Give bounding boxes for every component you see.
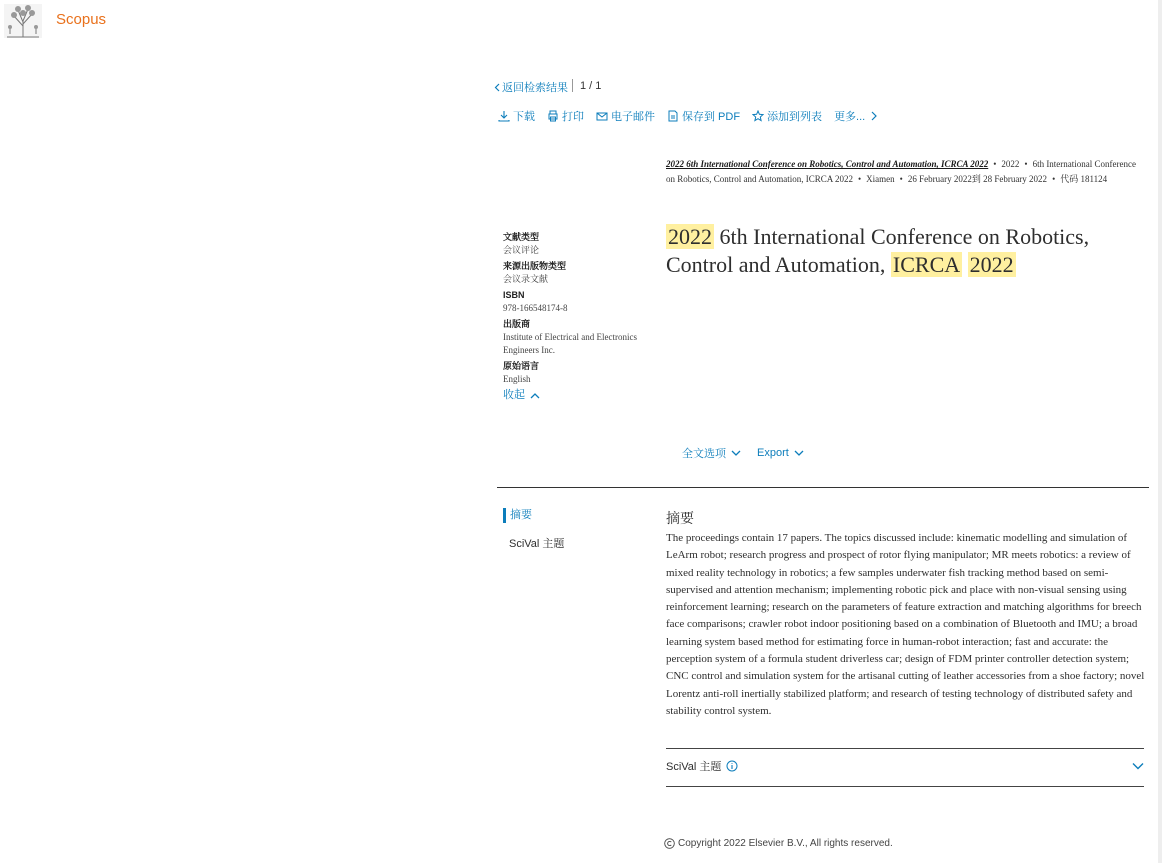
chevron-down-icon [1132, 762, 1144, 770]
source-code: 181124 [1080, 174, 1108, 184]
chevron-down-icon [731, 450, 741, 457]
elsevier-tree-icon [4, 4, 42, 38]
print-button[interactable] [547, 108, 584, 124]
scival-label: SciVal 主题 [666, 761, 722, 773]
title-highlight-year: 2022 [668, 224, 712, 249]
document-actions [682, 445, 804, 461]
fulltext-options-dropdown[interactable] [682, 445, 741, 461]
section-nav-abstract[interactable]: 摘要 [503, 508, 564, 523]
source-year: 2022 [1001, 159, 1020, 169]
email-label: 电子邮件 [611, 111, 655, 123]
more-button[interactable] [834, 108, 880, 124]
scival-top-rule [666, 748, 1144, 749]
doc-type-value: 会议评论 [503, 245, 540, 255]
add-to-list-button[interactable] [752, 108, 822, 124]
save-pdf-button[interactable] [667, 108, 740, 124]
fulltext-label: 全文选项 [682, 448, 726, 460]
doc-type-label: 文献类型 [503, 232, 540, 242]
scival-bottom-rule [666, 786, 1144, 787]
chevron-left-icon [494, 83, 500, 92]
envelope-icon [596, 110, 608, 122]
printer-icon [547, 110, 559, 122]
scrollbar[interactable] [1158, 0, 1162, 863]
download-button[interactable] [498, 108, 535, 124]
source-title-link[interactable]: 2022 6th International Conference on Robotics, Control and Automation, ICRCA 2022 [666, 159, 989, 169]
language-label: 原始语言 [503, 361, 540, 371]
scival-header [666, 758, 738, 774]
back-to-results-link[interactable] [494, 79, 568, 95]
title-highlight-year-2: 2022 [969, 252, 1014, 277]
print-label: 打印 [562, 111, 584, 123]
download-label: 下载 [513, 111, 535, 123]
abstract-text: The proceedings contain 17 papers. The topics discussed include: kinematic modelling and simulation of LeArm robot; research progress and prospect of rotor flying manipulator; MR meets robotics: a review of mixed reality technology in robotics; a few samples underwater fish tracking method based on semi-supervised and attention mechanism; implementing robotic pick and place with non-visual sensing using reinforcement learning; research on the parameters of feature extraction and matching algorithms for breech face comparisons; crawler robot indoor positioning based on a combination of Bluetooth and IMU; a broad learning system based method for estimating force in human-robot interaction; fast and accurate: the perception system of a formula student driverless car; design of FDM printer controller detection system; CNC control and simulation system for the artisanal cutting of leather accessories from a shoe factory; novel Lorentz anti-roll inertially stabilized platform; and research of testing technology of distributed safety and stability control system. [666, 532, 1145, 717]
document-metadata [503, 228, 653, 402]
section-nav-scival[interactable]: SciVal 主题 [509, 538, 565, 550]
isbn-label: ISBN [503, 290, 525, 300]
copyright-notice [664, 838, 893, 849]
title-text: 6th International Conference on Robotics, Control and Automation, [666, 224, 1090, 277]
back-label: 返回检索结果 [502, 82, 568, 94]
language-value: English [503, 374, 531, 384]
abstract-heading: 摘要 [666, 510, 694, 526]
star-icon [752, 110, 764, 122]
source-dates: 26 February 2022到 28 February 2022 [907, 174, 1048, 184]
collapse-toggle[interactable] [503, 389, 653, 402]
chevron-right-icon [868, 110, 880, 122]
download-icon [498, 110, 510, 122]
chevron-up-icon [530, 392, 540, 399]
add-list-label: 添加到列表 [767, 111, 823, 123]
document-title [666, 223, 1146, 279]
isbn-value: 978-166548174-8 [503, 303, 568, 313]
source-conference: 6th International Conference on Robotics, Control and Automation, ICRCA 2022 [666, 159, 1137, 184]
brand-name[interactable]: Scopus [56, 11, 107, 28]
export-label: Export [757, 447, 789, 459]
publisher-value: Institute of Electrical and Electronics Engineers Inc. [503, 332, 637, 355]
copyright-icon [664, 838, 675, 849]
result-pager: 1 / 1 [580, 80, 602, 92]
scival-topic-accordion[interactable] [666, 758, 1144, 774]
title-highlight-acronym: ICRCA [892, 252, 961, 277]
nav-separator [572, 79, 573, 92]
info-icon[interactable] [726, 760, 738, 772]
source-type-label: 来源出版物类型 [503, 261, 567, 271]
publisher-label: 出版商 [503, 319, 531, 329]
save-pdf-label: 保存到 PDF [682, 111, 741, 123]
more-label: 更多... [834, 111, 866, 123]
source-code-label: 代码 [1060, 174, 1079, 184]
source-info: 2022 6th International Conference on Robotics, Control and Automation, ICRCA 2022 • 2022 • 6th International Conference on Robotics, Control and Automation, ICRCA 2022 • Xiamen • 26 February 2022到 28 February 2022 • 代码 181124 [666, 159, 1137, 184]
section-divider [497, 487, 1149, 488]
chevron-down-icon [794, 450, 804, 457]
source-location: Xiamen [866, 174, 895, 184]
elsevier-logo[interactable] [4, 4, 42, 38]
source-type-value: 会议录文献 [503, 274, 549, 284]
email-button[interactable] [596, 108, 655, 124]
section-nav [503, 508, 564, 551]
collapse-label: 收起 [503, 389, 525, 401]
copyright-text: Copyright 2022 Elsevier B.V., All rights reserved. [678, 838, 893, 849]
export-dropdown[interactable] [757, 445, 804, 461]
pdf-file-icon [667, 110, 679, 122]
document-toolbar [498, 108, 880, 124]
